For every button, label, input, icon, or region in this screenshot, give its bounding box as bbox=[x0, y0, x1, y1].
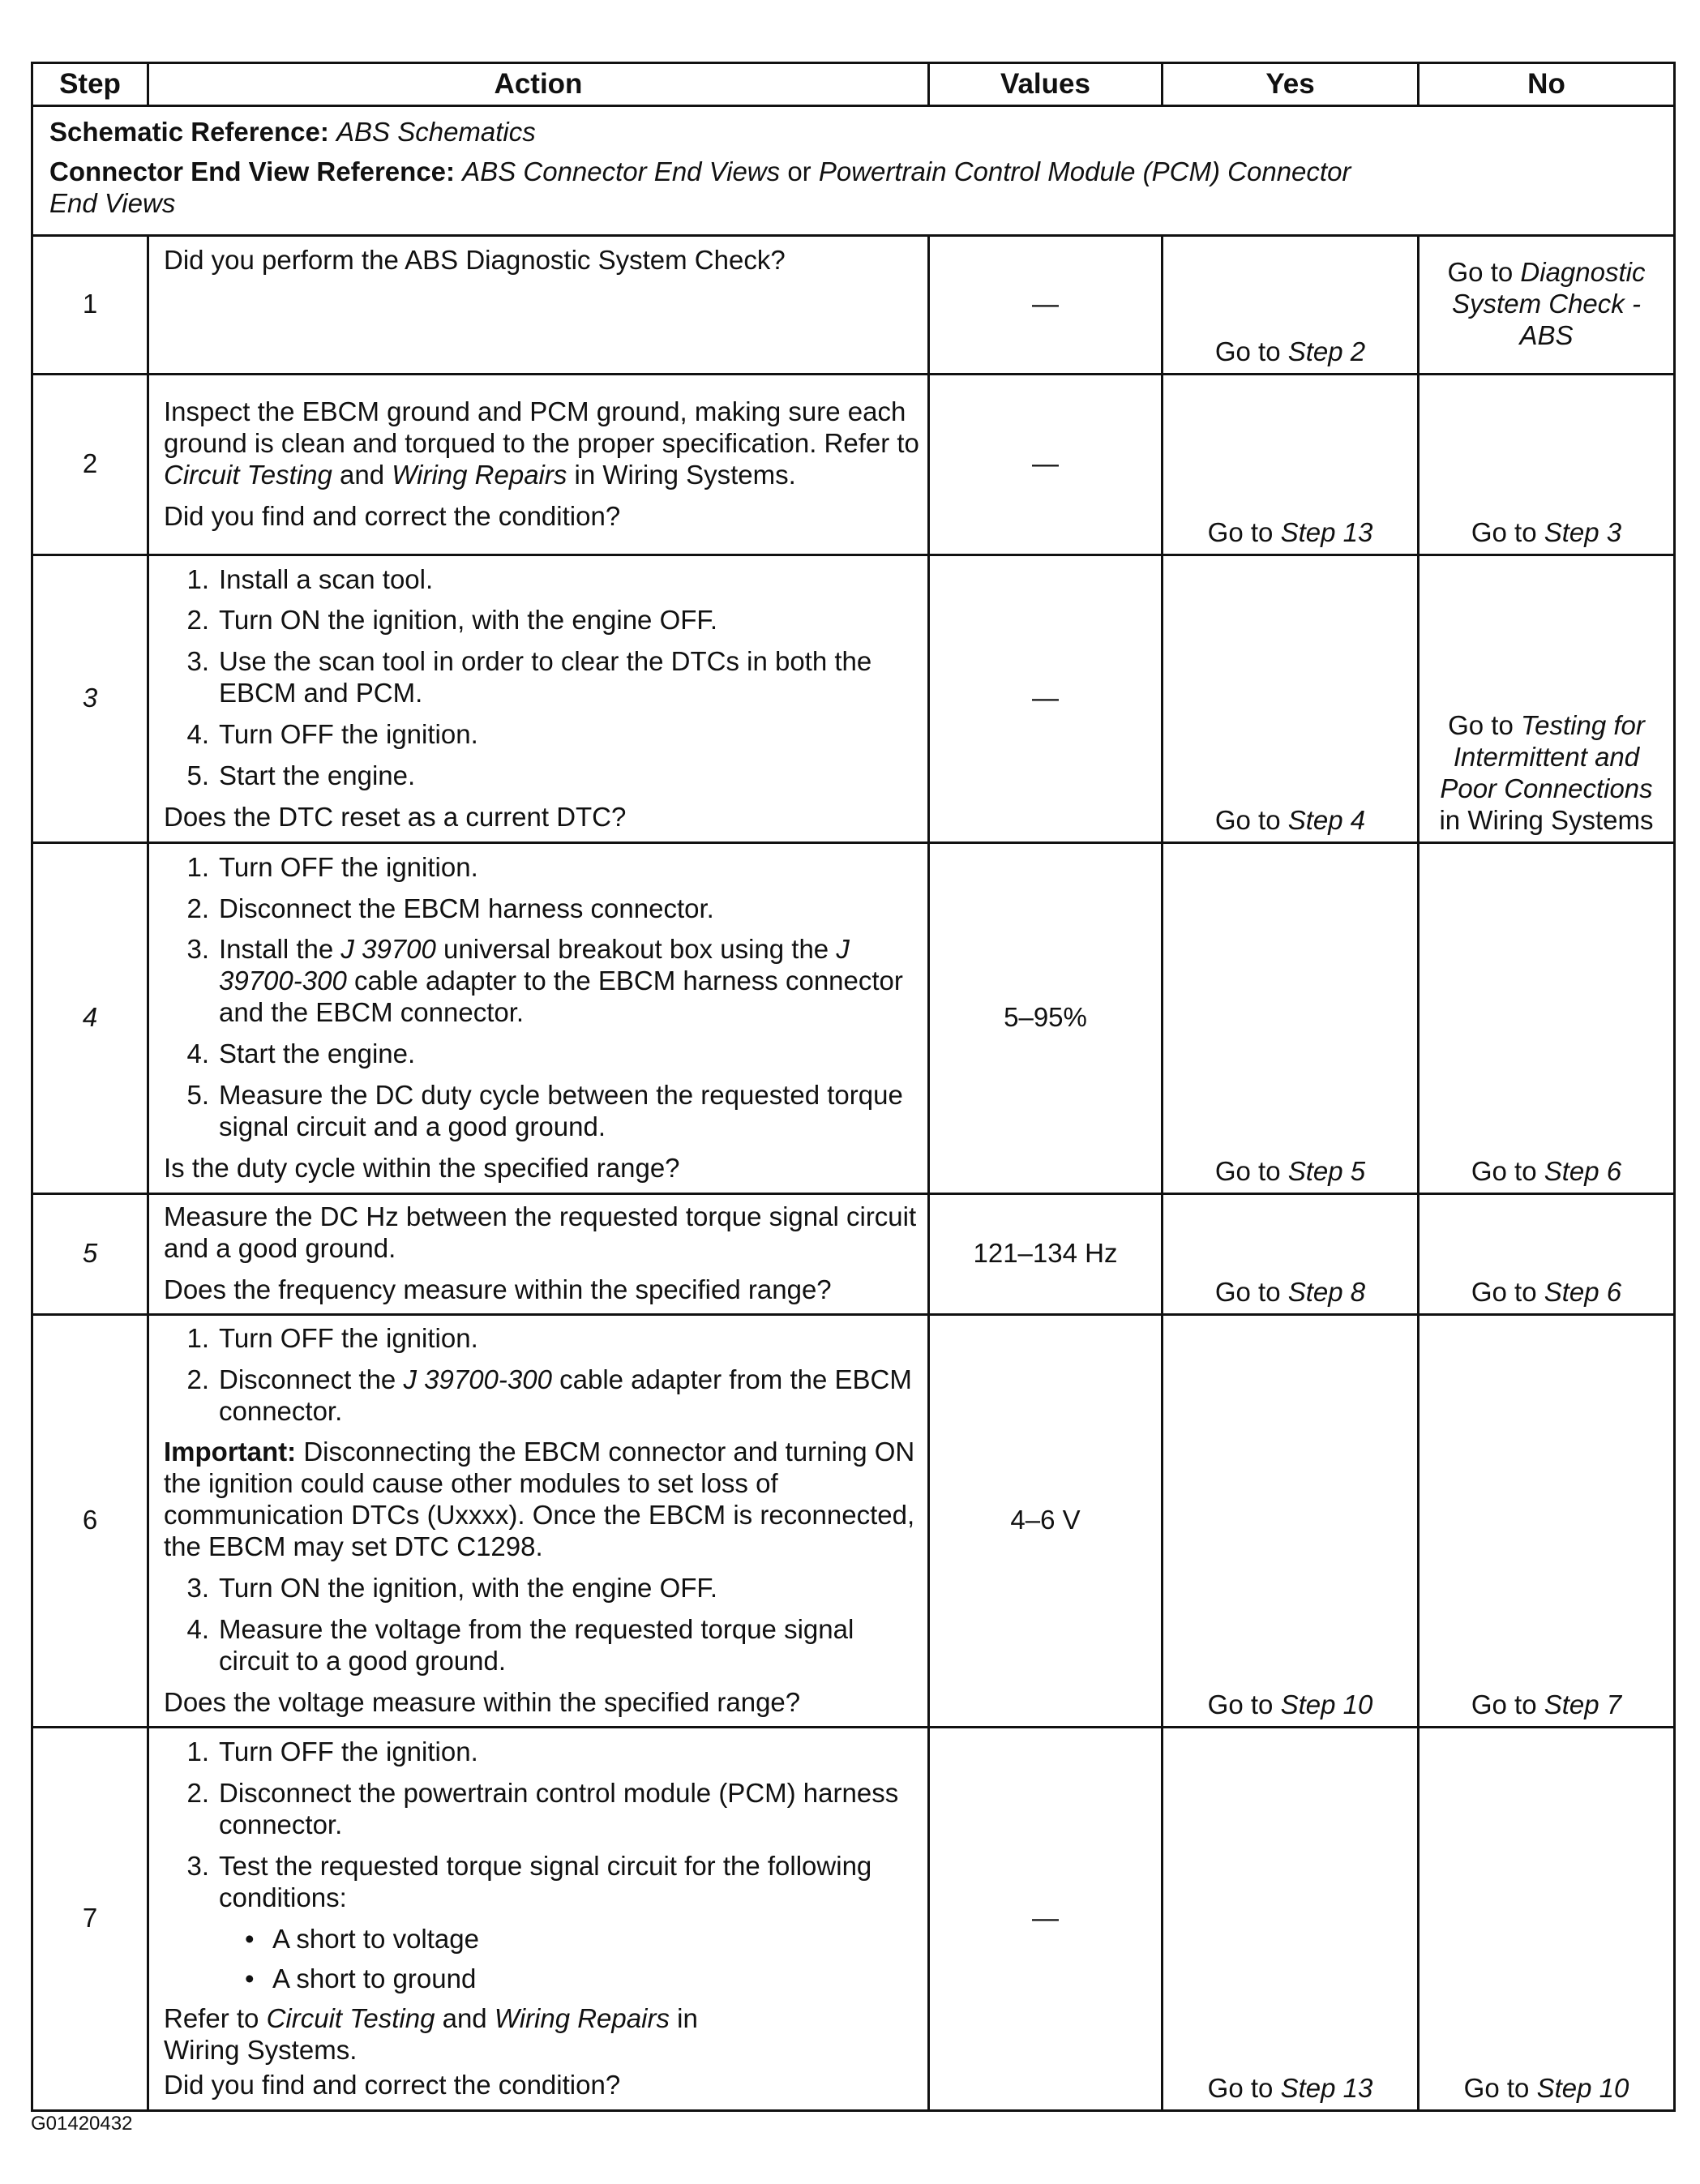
no-link[interactable]: Step 6 bbox=[1544, 1276, 1622, 1307]
yes-cell: Go to Step 2 bbox=[1163, 235, 1419, 374]
list-item: 2. Disconnect the powertrain control module (PCM) harness connector. bbox=[186, 1778, 899, 1839]
table-row bbox=[32, 842, 1675, 1193]
yes-link[interactable]: Step 2 bbox=[1287, 336, 1366, 366]
no-link[interactable]: Diagnostic System Check - ABS bbox=[1452, 257, 1646, 351]
list-item: 4. Start the engine. bbox=[186, 1038, 416, 1069]
yes-link[interactable]: Step 13 bbox=[1280, 516, 1373, 547]
value-cell: — bbox=[929, 374, 1163, 555]
yes-link[interactable]: Step 5 bbox=[1287, 1155, 1366, 1186]
header-row bbox=[32, 63, 1675, 106]
list-item: 5. Start the engine. bbox=[186, 760, 416, 791]
list-item: 2. Turn ON the ignition, with the engine OFF. bbox=[186, 605, 718, 636]
no-link[interactable]: Step 6 bbox=[1544, 1155, 1622, 1186]
action-question: Does the frequency measure within the specified range? bbox=[164, 1274, 832, 1305]
list-item: • A short to voltage bbox=[245, 1923, 479, 1954]
yes-cell: Go to Step 13 bbox=[1163, 1727, 1419, 2110]
action-cell bbox=[148, 1727, 929, 2110]
table-row bbox=[32, 1314, 1675, 1727]
action-question: Does the voltage measure within the specified range? bbox=[164, 1687, 801, 1718]
connector-reference-link-2[interactable]: Powertrain Control Module (PCM) Connector End Views bbox=[49, 156, 1351, 218]
connector-reference: Connector End View Reference: ABS Connector End Views or Powertrain Control Module (PCM) Connector End Views bbox=[49, 156, 1351, 218]
no-link[interactable]: Step 3 bbox=[1544, 516, 1622, 547]
header-no: No bbox=[1419, 63, 1675, 106]
step-number: 4 bbox=[32, 842, 148, 1193]
list-item: 5. Measure the DC duty cycle between the requested torque signal circuit and a good ground. bbox=[186, 1080, 903, 1142]
action-steps bbox=[164, 852, 919, 1144]
action-cell bbox=[148, 1314, 929, 1727]
action-steps bbox=[164, 1573, 919, 1677]
no-link[interactable]: Step 10 bbox=[1536, 2072, 1629, 2103]
step-number: 5 bbox=[32, 1193, 148, 1314]
list-item: 1. Turn OFF the ignition. bbox=[186, 851, 478, 882]
no-cell: Go to Step 10 bbox=[1419, 1727, 1675, 2110]
condition-list bbox=[164, 1924, 919, 1995]
circuit-testing-link[interactable]: Circuit Testing bbox=[164, 459, 332, 490]
action-text: Inspect the EBCM ground and PCM ground, making sure each ground is clean and torqued to the proper specification. Refer to Circuit Testing and Wiring Repairs in Wiring Systems. bbox=[164, 396, 919, 490]
header-yes: Yes bbox=[1163, 63, 1419, 106]
step-number: 2 bbox=[32, 374, 148, 555]
yes-cell: Go to Step 13 bbox=[1163, 374, 1419, 555]
list-item: 3. Use the scan tool in order to clear the DTCs in both the EBCM and PCM. bbox=[186, 646, 872, 709]
connector-reference-link-1[interactable]: ABS Connector End Views bbox=[462, 156, 781, 186]
yes-link[interactable]: Step 8 bbox=[1287, 1276, 1366, 1307]
diagnostic-table bbox=[31, 62, 1676, 2112]
list-item: 3. Turn ON the ignition, with the engine OFF. bbox=[186, 1573, 718, 1604]
action-cell bbox=[148, 555, 929, 842]
no-cell: Go to Step 6 bbox=[1419, 842, 1675, 1193]
table-row bbox=[32, 235, 1675, 374]
yes-cell: Go to Step 4 bbox=[1163, 555, 1419, 842]
list-item: • A short to ground bbox=[245, 1963, 477, 1993]
reference-cell bbox=[32, 106, 1675, 236]
yes-cell: Go to Step 5 bbox=[1163, 842, 1419, 1193]
reference-row bbox=[32, 106, 1675, 236]
yes-cell: Go to Step 10 bbox=[1163, 1314, 1419, 1727]
yes-link[interactable]: Step 13 bbox=[1280, 2072, 1373, 2103]
action-text: Measure the DC Hz between the requested torque signal circuit and a good ground. bbox=[164, 1201, 917, 1264]
table-row bbox=[32, 374, 1675, 555]
value-cell: — bbox=[929, 1727, 1163, 2110]
schematic-reference-link[interactable]: ABS Schematics bbox=[336, 117, 536, 147]
action-cell bbox=[148, 1193, 929, 1314]
step-number: 3 bbox=[32, 555, 148, 842]
action-cell bbox=[148, 842, 929, 1193]
wiring-repairs-link[interactable]: Wiring Repairs bbox=[494, 2002, 670, 2033]
action-question: Is the duty cycle within the specified range? bbox=[164, 1153, 680, 1184]
step-number: 7 bbox=[32, 1727, 148, 2110]
list-item: 1. Turn OFF the ignition. bbox=[186, 1736, 478, 1767]
no-cell: Go to Diagnostic System Check - ABS bbox=[1419, 235, 1675, 374]
no-cell: Go to Step 7 bbox=[1419, 1314, 1675, 1727]
action-question: Did you find and correct the condition? bbox=[164, 500, 621, 531]
list-item: 3. Install the J 39700 universal breakout box using the J 39700-300 cable adapter to the EBCM harness connector and the EBCM connector. bbox=[186, 934, 903, 1028]
yes-cell: Go to Step 8 bbox=[1163, 1193, 1419, 1314]
value-cell: — bbox=[929, 235, 1163, 374]
circuit-testing-link[interactable]: Circuit Testing bbox=[266, 2002, 435, 2033]
step-number: 6 bbox=[32, 1314, 148, 1727]
table-row bbox=[32, 1193, 1675, 1314]
no-cell: Go to Step 3 bbox=[1419, 374, 1675, 555]
value-cell: 4–6 V bbox=[929, 1314, 1163, 1727]
no-link[interactable]: Step 7 bbox=[1544, 1689, 1622, 1719]
list-item: 2. Disconnect the EBCM harness connector. bbox=[186, 893, 714, 923]
table-row bbox=[32, 555, 1675, 842]
action-text: Refer to Circuit Testing and Wiring Repairs in Wiring Systems. bbox=[164, 2002, 698, 2065]
value-cell: — bbox=[929, 555, 1163, 842]
yes-link[interactable]: Step 10 bbox=[1280, 1689, 1373, 1719]
list-item: 3. Test the requested torque signal circuit for the following conditions: bbox=[186, 1850, 872, 1912]
step-number: 1 bbox=[32, 235, 148, 374]
action-cell bbox=[148, 374, 929, 555]
list-item: 1. Install a scan tool. bbox=[186, 563, 434, 594]
list-item: 2. Disconnect the J 39700-300 cable adapter from the EBCM connector. bbox=[186, 1364, 912, 1426]
header-values: Values bbox=[929, 63, 1163, 106]
important-note: Important: Disconnecting the EBCM connector and turning ON the ignition could cause other modules to set loss of communication DTCs (Uxxxx). Once the EBCM is reconnected, the EBCM may set DTC C1298. bbox=[164, 1437, 915, 1562]
tool-ref[interactable]: J 39700 bbox=[340, 934, 436, 965]
list-item: 1. Turn OFF the ignition. bbox=[186, 1322, 478, 1353]
value-cell: 5–95% bbox=[929, 842, 1163, 1193]
schematic-reference: Schematic Reference: ABS Schematics bbox=[49, 117, 536, 147]
no-cell: Go to Testing for Intermittent and Poor Connections in Wiring Systems bbox=[1419, 555, 1675, 842]
list-item: 4. Turn OFF the ignition. bbox=[186, 719, 478, 750]
list-item: 4. Measure the voltage from the requested torque signal circuit to a good ground. bbox=[186, 1614, 854, 1677]
wiring-repairs-link[interactable]: Wiring Repairs bbox=[392, 459, 567, 490]
action-steps bbox=[164, 1736, 919, 1914]
header-step: Step bbox=[32, 63, 148, 106]
action-steps bbox=[164, 564, 919, 793]
action-cell bbox=[148, 235, 929, 374]
yes-link[interactable]: Step 4 bbox=[1287, 804, 1366, 835]
action-question: Does the DTC reset as a current DTC? bbox=[164, 802, 627, 833]
action-steps bbox=[164, 1323, 919, 1428]
table-row bbox=[32, 1727, 1675, 2110]
no-link[interactable]: Testing for Intermittent and Poor Connections bbox=[1440, 710, 1653, 803]
value-cell: 121–134 Hz bbox=[929, 1193, 1163, 1314]
tool-ref[interactable]: J 39700-300 bbox=[219, 934, 850, 996]
action-question: Did you perform the ABS Diagnostic System Check? bbox=[164, 244, 786, 275]
tool-ref[interactable]: J 39700-300 bbox=[403, 1364, 552, 1394]
header-action: Action bbox=[148, 63, 929, 106]
figure-id: G01420432 bbox=[31, 2113, 133, 2135]
no-cell: Go to Step 6 bbox=[1419, 1193, 1675, 1314]
action-question: Did you find and correct the condition? bbox=[164, 2069, 621, 2100]
